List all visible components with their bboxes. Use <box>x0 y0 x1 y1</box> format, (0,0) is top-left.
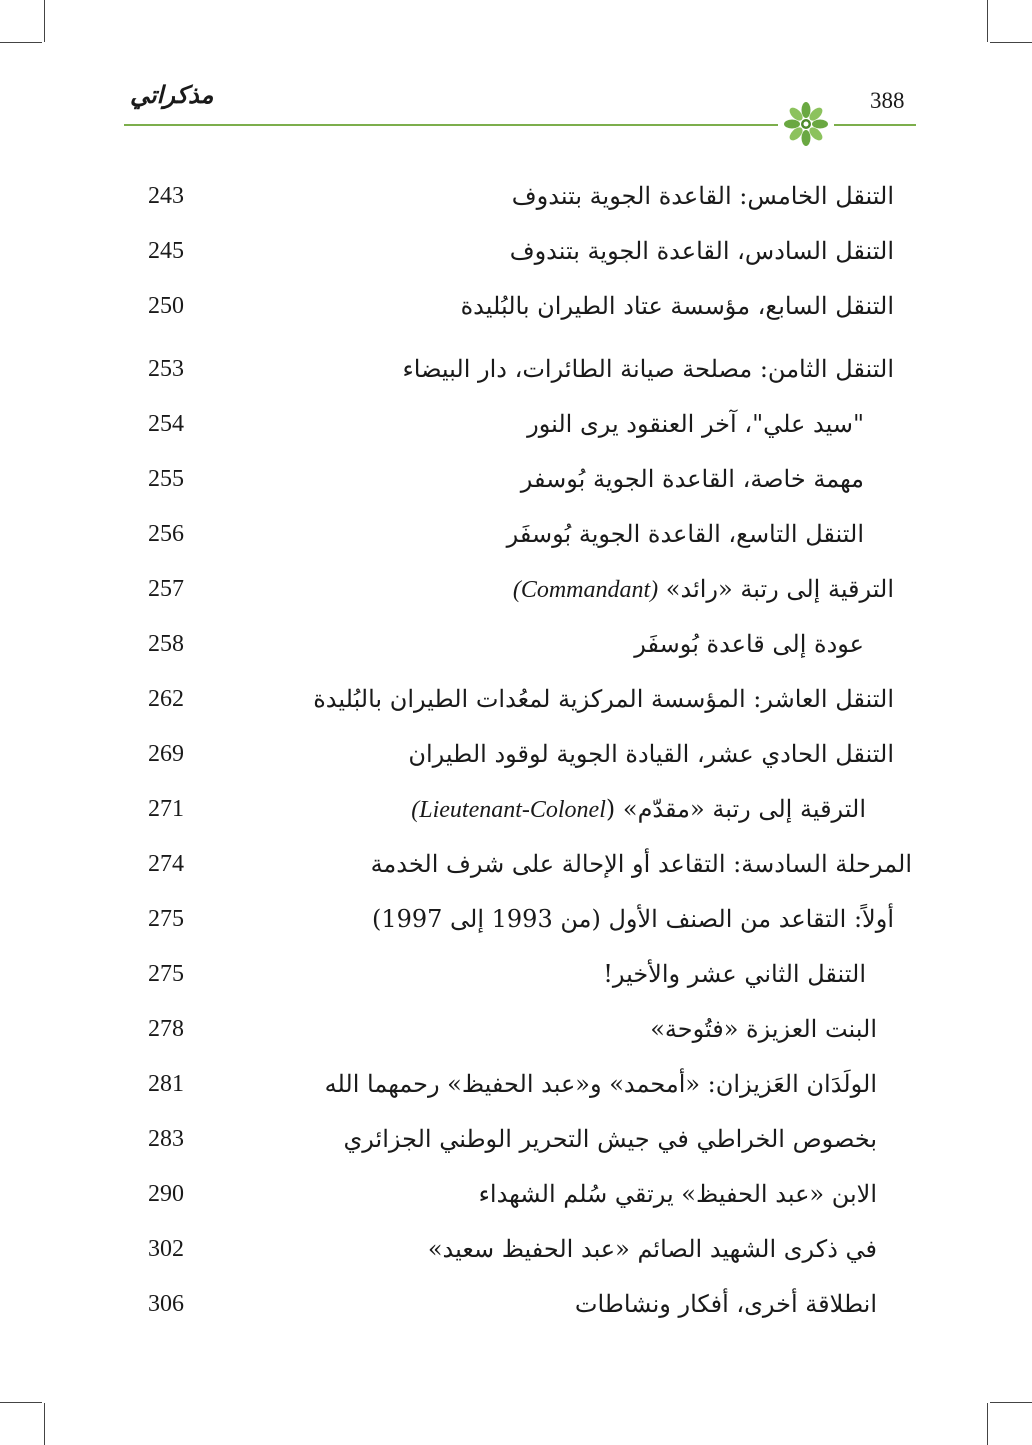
toc-entry-title: انطلاقة أخرى، أفكار ونشاطات <box>574 1290 877 1318</box>
toc-entry-page: 258 <box>148 631 184 657</box>
toc-entry-page: 243 <box>148 183 184 209</box>
toc-entry <box>0 349 1032 389</box>
toc-entry-page: 256 <box>148 521 184 547</box>
toc-entry-title: التنقل السابع، مؤسسة عتاد الطيران بالبُليدة <box>460 292 894 320</box>
toc-entry-page: 306 <box>148 1291 184 1317</box>
toc-entry-title-arabic: الترقية إلى رتبة «رائد» <box>665 575 894 603</box>
toc-entry-title: التنقل الثاني عشر والأخير! <box>603 960 866 988</box>
toc-entry-page: 245 <box>148 238 184 264</box>
toc-entry <box>0 624 1032 664</box>
toc-entry-page: 254 <box>148 411 184 437</box>
toc-entry <box>0 1229 1032 1269</box>
page-number: 388 <box>870 88 905 113</box>
toc-entry-title: الابن «عبد الحفيظ» يرتقي سُلم الشهداء <box>478 1180 877 1208</box>
toc-entry-page: 290 <box>148 1181 184 1207</box>
toc-entry <box>0 286 1032 326</box>
toc-entry-title: مهمة خاصة، القاعدة الجوية بُوسفر <box>520 465 864 493</box>
toc-entry <box>0 569 1032 609</box>
toc-entry-page: 275 <box>148 961 184 987</box>
toc-entry <box>0 1064 1032 1104</box>
toc-entry-title-arabic: الترقية إلى رتبة «مقدّم» ( <box>605 795 866 823</box>
toc-entry <box>0 1009 1032 1049</box>
toc-entry-page: 250 <box>148 293 184 319</box>
toc-entry-title: التنقل الخامس: القاعدة الجوية بتندوف <box>511 182 894 210</box>
toc-entry <box>0 231 1032 271</box>
toc-entry-page: 302 <box>148 1236 184 1262</box>
toc-entry-page: 269 <box>148 741 184 767</box>
toc-entry-title: "سيد علي"، آخر العنقود يرى النور <box>527 410 864 438</box>
toc-entry <box>0 176 1032 216</box>
toc-entry-page: 283 <box>148 1126 184 1152</box>
toc-entry-title <box>513 569 894 610</box>
toc-entry <box>0 1284 1032 1324</box>
toc-entry-title: التنقل الحادي عشر، القيادة الجوية لوقود الطيران <box>408 740 894 768</box>
toc-entry <box>0 899 1032 939</box>
toc-entry <box>0 679 1032 719</box>
toc-entry-page: 281 <box>148 1071 184 1097</box>
toc-entry-page: 275 <box>148 906 184 932</box>
toc-entry <box>0 514 1032 554</box>
toc-entry-page: 278 <box>148 1016 184 1042</box>
toc-entry-title: التنقل السادس، القاعدة الجوية بتندوف <box>509 237 894 265</box>
toc-entry-title: عودة إلى قاعدة بُوسفَر <box>634 630 864 658</box>
toc-entry <box>0 734 1032 774</box>
toc-entry-title: المرحلة السادسة: التقاعد أو الإحالة على شرف الخدمة <box>370 850 912 878</box>
toc-entry-page: 253 <box>148 356 184 382</box>
toc-entry <box>0 1174 1032 1214</box>
toc-entry-title-latin: (Commandant) <box>512 577 659 603</box>
toc-entry-page: 257 <box>148 576 184 602</box>
toc-entry-title: التنقل التاسع، القاعدة الجوية بُوسفَر <box>506 520 864 548</box>
toc-entry <box>0 844 1032 884</box>
toc-entry-title: البنت العزيزة «فتُوحة» <box>650 1015 877 1043</box>
toc-entry-title: بخصوص الخراطي في جيش التحرير الوطني الجزائري <box>343 1125 877 1153</box>
toc-entry-title: التنقل العاشر: المؤسسة المركزية لمعُدات الطيران بالبُليدة <box>313 685 894 713</box>
toc-entry-page: 274 <box>148 851 184 877</box>
toc-entry <box>0 459 1032 499</box>
toc-entry <box>0 1119 1032 1159</box>
toc-entry-title: في ذكرى الشهيد الصائم «عبد الحفيظ سعيد» <box>427 1235 877 1263</box>
toc-entry-title-latin: Lieutenant-Colonel) <box>411 797 606 823</box>
toc-entry-page: 255 <box>148 466 184 492</box>
toc-entry-title: أولاً: التقاعد من الصنف الأول (من 1993 إلى 1997) <box>371 905 894 933</box>
toc-entry <box>0 789 1032 829</box>
toc-entry-page: 271 <box>148 796 184 822</box>
toc-entry <box>0 404 1032 444</box>
toc-entry-title: الولَدَان العَزيزان: «أمحمد» و«عبد الحفيظ» رحمهما الله <box>324 1070 877 1098</box>
toc-entry-title: التنقل الثامن: مصلحة صيانة الطائرات، دار البيضاء <box>402 355 894 383</box>
toc-entry <box>0 954 1032 994</box>
running-title: مذكراتي <box>130 80 214 109</box>
toc-entry-title <box>411 789 866 830</box>
toc-entry-page: 262 <box>148 686 184 712</box>
